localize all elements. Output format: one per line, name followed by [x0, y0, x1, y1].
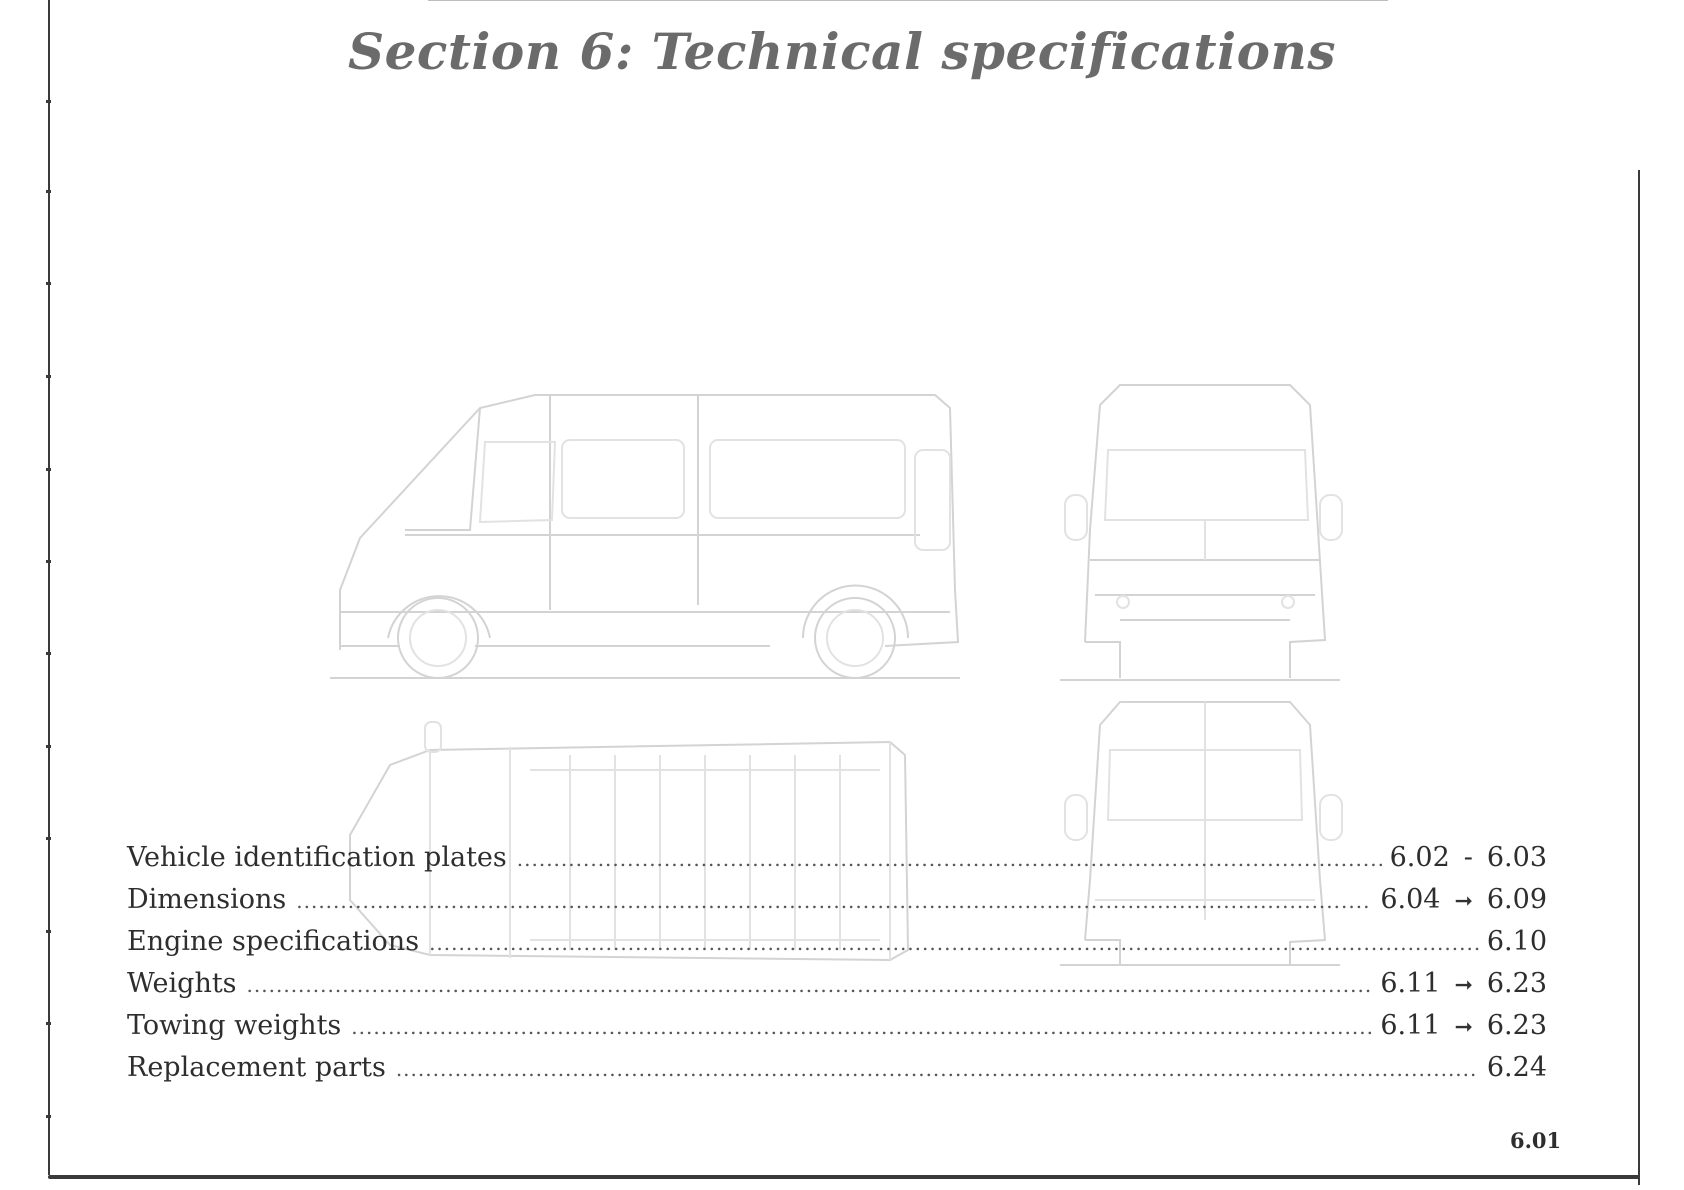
binding-edge: [48, 0, 50, 1175]
toc-page-range: [1372, 1010, 1547, 1041]
toc-label: Towing weights: [127, 1010, 342, 1041]
toc-page-from: 6.11: [1380, 1010, 1441, 1041]
table-of-contents: [127, 842, 1547, 1094]
toc-label: Weights: [127, 968, 237, 999]
toc-row-replacement-parts[interactable]: [127, 1052, 1547, 1094]
dot-leader: [396, 1057, 1479, 1081]
toc-row-weights[interactable]: [127, 968, 1547, 1010]
van-front-view-icon: [1060, 385, 1342, 680]
toc-row-engine-specifications[interactable]: [127, 926, 1547, 968]
toc-label: Vehicle identification plates: [127, 842, 507, 873]
toc-page-range: [1479, 926, 1547, 957]
binding-mark: [46, 1022, 51, 1025]
dot-leader: [351, 1015, 1372, 1039]
dot-leader: [247, 973, 1373, 997]
top-rule: [428, 0, 1388, 1]
dot-leader: [296, 889, 1372, 913]
binding-mark: [46, 190, 51, 193]
toc-page-to: 6.10: [1486, 926, 1547, 957]
toc-label: Engine specifications: [127, 926, 420, 957]
toc-page-to: 6.09: [1486, 884, 1547, 915]
binding-mark: [46, 100, 51, 103]
binding-mark: [46, 468, 51, 471]
binding-mark: [46, 282, 51, 285]
binding-mark: [46, 930, 51, 933]
toc-page-range: [1382, 842, 1547, 873]
toc-row-vehicle-identification-plates[interactable]: [127, 842, 1547, 884]
toc-row-dimensions[interactable]: [127, 884, 1547, 926]
van-side-view-icon: [330, 395, 960, 678]
page-number: 6.01: [1510, 1128, 1562, 1153]
arrow-right-icon: ➞: [1454, 889, 1473, 914]
toc-page-range: [1372, 884, 1547, 915]
binding-mark: [46, 375, 51, 378]
toc-page-from: 6.02: [1389, 842, 1450, 873]
section-title: Section 6: Technical specifications: [347, 22, 1337, 81]
arrow-right-icon: ➞: [1454, 1015, 1473, 1040]
right-page-edge: [1638, 170, 1640, 1185]
binding-mark: [46, 745, 51, 748]
arrow-right-icon: ➞: [1454, 973, 1473, 998]
toc-page-range: [1372, 968, 1547, 999]
dot-leader: [429, 931, 1479, 955]
binding-mark: [46, 1115, 51, 1118]
binding-mark: [46, 652, 51, 655]
toc-label: Dimensions: [127, 884, 287, 915]
toc-row-towing-weights[interactable]: [127, 1010, 1547, 1052]
toc-page-to: 6.23: [1486, 1010, 1547, 1041]
bottom-page-edge: [48, 1175, 1640, 1179]
toc-page-range: [1479, 1052, 1547, 1083]
toc-page-to: 6.03: [1486, 842, 1547, 873]
binding-mark: [46, 837, 51, 840]
toc-page-to: 6.23: [1486, 968, 1547, 999]
toc-page-to: 6.24: [1486, 1052, 1547, 1083]
dash-separator: -: [1463, 842, 1473, 873]
toc-page-from: 6.11: [1380, 968, 1441, 999]
dot-leader: [517, 847, 1382, 871]
toc-label: Replacement parts: [127, 1052, 386, 1083]
toc-page-from: 6.04: [1380, 884, 1441, 915]
binding-mark: [46, 560, 51, 563]
